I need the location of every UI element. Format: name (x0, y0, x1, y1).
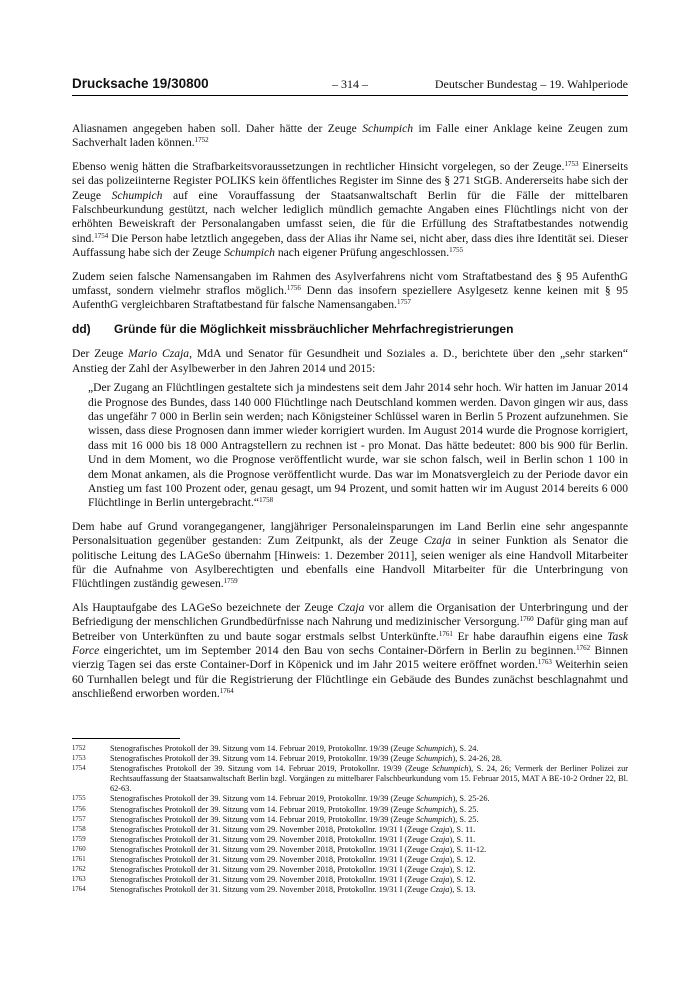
footnote-text: Stenografisches Protokoll der 39. Sitzung vom 14. Februar 2019, Protokollnr. 19/39 (Zeuge Schumpich), S. 24. (110, 744, 479, 753)
footnote (72, 885, 628, 895)
footnote (72, 825, 628, 835)
footnote-ref[interactable]: 1756 (286, 284, 301, 293)
paragraph: Als Hauptaufgabe des LAGeSo bezeichnete der Zeuge Czaja vor allem die Organisation der Unterbringung und der Befriedigung der menschlichen Grundbedürfnisse nach Nahrung und medizinischer Versorgung.$^{1760}$ Dafür ging man auf Betreiber von Unterkünften zu und baute sogar erstmals selbst Unterkünfte.$^{1761}$ Er habe daraufhin eigens eine Task Force eingerichtet, um im September 2014 den Bau von sechs Container-Dörfern in Berlin zu beginnen.$^{1762}$ Binnen vierzig Tagen sei das erste Container-Dorf in Köpenick und im Jahr 2015 weitere eröffnet worden.$^{1763}$ Weiterhin seien 60 Turnhallen belegt und für die Registrierung der Flüchtlinge ein Gebäude des Bundes zunächst beschlagnahmt und anschließend erworben worden.$^{1764}$ (72, 600, 629, 701)
footnote-ref[interactable]: 1755 (449, 246, 464, 255)
footnote (72, 875, 628, 885)
footnote-ref[interactable]: 1761 (438, 629, 453, 638)
footnotes (72, 744, 628, 895)
footnote (72, 815, 628, 825)
footnote-number: 1764 (72, 886, 86, 894)
footnote (72, 845, 628, 855)
footnote-ref[interactable]: 1760 (519, 615, 534, 624)
footnote-text: Stenografisches Protokoll der 31. Sitzung vom 29. November 2018, Protokollnr. 19/31 I (Zeuge Czaja), S. 12. (110, 855, 476, 865)
footnote-ref[interactable]: 1764 (219, 687, 234, 696)
footnote-text: Stenografisches Protokoll der 39. Sitzung vom 14. Februar 2019, Protokollnr. 19/39 (Zeuge Schumpich), S. 25-26. (110, 794, 490, 804)
footnote (72, 764, 628, 794)
footnote (72, 855, 628, 865)
footnote-text: Stenografisches Protokoll der 31. Sitzung vom 29. November 2018, Protokollnr. 19/31 I (Zeuge Czaja), S. 12. (110, 875, 476, 885)
paragraph: Der Zeuge Mario Czaja, MdA und Senator für Gesundheit und Soziales a. D., berichtete über den „sehr starken“ Anstieg der Zahl der Asylbewerber in den Jahren 2014 und 2015: (72, 347, 628, 375)
footnote-divider (72, 738, 180, 739)
page-header (72, 76, 628, 96)
footnote-number: 1759 (72, 835, 86, 843)
document-number-value: 30800 (171, 76, 209, 91)
footnote (72, 835, 628, 845)
footnote-ref[interactable]: 1754 (94, 231, 109, 240)
page-number: – 314 – (332, 77, 368, 91)
footnote-text: Stenografisches Protokoll der 31. Sitzung vom 29. November 2018, Protokollnr. 19/31 I (Zeuge Czaja), S. 13. (110, 885, 476, 895)
footnote-text: Stenografisches Protokoll der 39. Sitzung vom 14. Februar 2019, Protokollnr. 19/39 (Zeuge Schumpich), S. 24, 26; Vermerk der Berliner Polizei zur Rechtsauffassung der Staatsanwaltschaft Berlin bzgl. Vorgängen zu mittelbarer Falschbeurkundung vom 15. Februar 2015, MAT A BE-10-2 Ordner 22, Bl. 62-63. (110, 764, 628, 794)
footnote (72, 754, 628, 764)
footnote-text: Stenografisches Protokoll der 31. Sitzung vom 29. November 2018, Protokollnr. 19/31 I (Zeuge Czaja), S. 11. (110, 834, 476, 844)
document-label: Drucksache 19/ (72, 76, 172, 91)
publisher-label: Deutscher Bundestag – 19. Wahlperiode (434, 77, 628, 91)
footnote-ref[interactable]: 1763 (537, 658, 552, 667)
footnote-number: 1762 (72, 866, 86, 874)
footnote (72, 805, 628, 815)
section-heading (72, 322, 628, 336)
footnote-ref[interactable]: 1762 (576, 644, 591, 652)
footnote-text: Stenografisches Protokoll der 39. Sitzung vom 14. Februar 2019, Protokollnr. 19/39 (Zeuge Schumpich), S. 25. (110, 814, 479, 824)
footnote (72, 794, 628, 804)
paragraph: Ebenso wenig hätten die Strafbarkeitsvoraussetzungen in rechtlicher Hinsicht vorgelegen, so der Zeuge.$^{1753}$ Einerseits sei das polizeiinterne Register POLIKS kein öffentliches Register im Sinne des § 271 StGB. Andererseits habe sich der Zeuge Schumpich auf eine Vorauffassung der Staatsanwaltschaft Berlin für die Fälle der mittelbaren Falschbeurkundung gestützt, nach welcher lediglich mündlich gemachte Angaben eines Flüchtlings nicht von der erhöhten Beweiskraft der Personalangaben umfasst seien, die für die Erfüllung des Straftatbestandes notwendig sind.$^{1754}$ Die Person habe letztlich angegeben, dass der Alias ihr Name sei, nicht aber, dass dies ihre Identität sei. Dieser Auffassung habe sich der Zeuge Schumpich nach eigener Prüfung angeschlossen.$^{1755}$ (72, 159, 628, 260)
footnote-number: 1761 (72, 856, 86, 864)
footnote-number: 1756 (72, 805, 86, 813)
footnote-number: 1757 (72, 815, 86, 823)
footnote-ref[interactable]: 1759 (223, 577, 238, 586)
footnote-ref[interactable]: 1758 (259, 496, 274, 505)
footnote-text: Stenografisches Protokoll der 39. Sitzung vom 14. Februar 2019, Protokollnr. 19/39 (Zeuge Schumpich), S. 24-26, 28. (110, 754, 502, 764)
footnote-number: 1755 (72, 795, 86, 803)
footnote-text: Stenografisches Protokoll der 39. Sitzung vom 14. Februar 2019, Protokollnr. 19/39 (Zeuge Schumpich), S. 25. (110, 804, 479, 814)
footnote-ref[interactable]: 1752 (194, 136, 209, 145)
footnote (72, 865, 628, 875)
main-text (72, 122, 628, 711)
footnote-number: 1763 (72, 876, 86, 884)
paragraph: Aliasnamen angegeben haben soll. Daher hätte der Zeuge Schumpich im Falle einer Anklage keine Zeugen zum Sachverhalt laden können.$^{1752}$ (72, 122, 628, 150)
block-quote: „Der Zugang an Flüchtlingen gestaltete sich ja mindestens seit dem Jahr 2014 sehr hoch. Wir hatten im Januar 2014 die Prognose des Bundes, dass 140 000 Flüchtlinge nach Deutschland kommen werden. Davon gingen wir aus, dass das ungefähr 7 000 in Berlin sein werden; nach Königsteiner Schlüssel waren in Berlin 5 Prozent aufzunehmen. Sie wissen, dass diese Prognosen dann immer wieder korrigiert wurden. Im August 2014 wurde die Prognose korrigiert, dass mit 16 000 bis 18 000 Antragstellern zu rechnen ist - pro Monat. Das hätte bedeutet: 800 bis 900 für Berlin. Und in dem Moment, wo die Prognose veröffentlicht wurde, war sie schon falsch, weil in Berlin schon 1 100 in dem Monat ankamen, als die Prognose veröffentlicht wurde. Das war im Monatsvergleich zu der Periode davor ein Anstieg um fast 100 Prozent oder, genau gesagt, um 94 Prozent, und somit hatten wir im August 2014 bereits 6 000 Flüchtlinge in Berlin untergebracht.“$^{1758}$ (88, 381, 628, 510)
footnote-ref[interactable]: 1753 (564, 159, 579, 168)
footnote-text: Stenografisches Protokoll der 31. Sitzung vom 29. November 2018, Protokollnr. 19/31 I (Zeuge Czaja), S. 11. (110, 824, 476, 834)
footnote-number: 1760 (72, 845, 86, 853)
paragraph: Zudem seien falsche Namensangaben im Rahmen des Asylverfahrens nicht vom Straftatbestand des § 95 AufenthG umfasst, sondern vielmehr straflos möglich.$^{1756}$ Denn das insofern speziellere Asylgesetz kenne keinen mit § 95 AufenthG vergleichbaren Straftatbestand für falsche Namensangaben.$^{1757}$ (72, 269, 629, 312)
footnote-number: 1752 (72, 745, 86, 752)
footnote-number: 1753 (72, 755, 86, 763)
footnote-number: 1754 (72, 765, 86, 773)
section-title: Gründe für die Möglichkeit missbräuchlicher Mehrfachregistrierungen (114, 321, 514, 336)
footnote-ref[interactable]: 1757 (396, 298, 411, 307)
footnote-text: Stenografisches Protokoll der 31. Sitzung vom 29. November 2018, Protokollnr. 19/31 I (Zeuge Czaja), S. 12. (110, 865, 476, 875)
footnote-number: 1758 (72, 825, 86, 833)
footnote-text: Stenografisches Protokoll der 31. Sitzung vom 29. November 2018, Protokollnr. 19/31 I (Zeuge Czaja), S. 11-12. (110, 844, 487, 854)
section-number: dd) (72, 321, 91, 336)
paragraph: Dem habe auf Grund vorangegangener, langjähriger Personaleinsparungen im Land Berlin eine sehr angespannte Personalsituation gegenüber gestanden: Zum Zeitpunkt, als der Zeuge Czaja in seiner Funktion als Senator die politische Leitung des LAGeSo übernahm [Hinweis: 1. Dezember 2011], seien weniger als eine Handvoll Mitarbeiter für die Aufnahme von Asylberechtigten und ebenfalls eine Handvoll Mitarbeiter für die Unterbringung von Flüchtlingen zuständig gewesen.$^{1759}$ (72, 519, 628, 591)
footnote (72, 744, 628, 754)
